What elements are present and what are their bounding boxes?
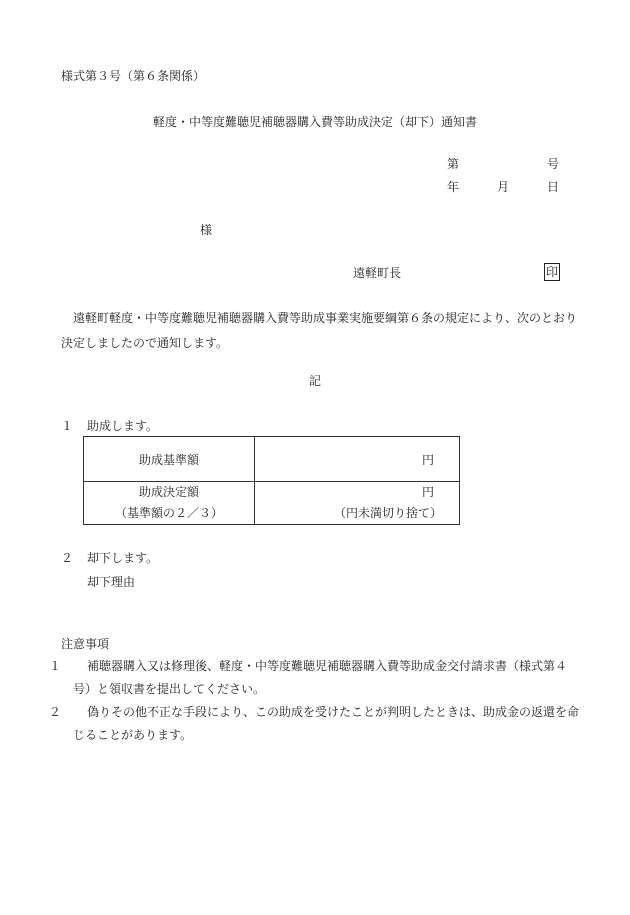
seal-label: 印: [545, 265, 558, 279]
table-row: [84, 437, 460, 482]
note-text: 補聴器購入又は修理後、軽度・中等度難聴児補聴器購入費等助成金交付請求書（様式第４号）と領収書を提出してください。: [73, 659, 568, 696]
item-approve: [61, 420, 158, 432]
item-reject: [61, 552, 158, 564]
date-day: 日: [547, 180, 560, 194]
note-number: ２: [49, 705, 62, 719]
body-paragraph: 遠軽町軽度・中等度難聴児補聴器購入費等助成事業実施要綱第６条の規定により、次のとおり決定しましたので通知します。: [61, 311, 578, 350]
note-text: 偽りその他不正な手段により、この助成を受けたことが判明したときは、助成金の返還を命じることがあります。: [73, 705, 580, 742]
notes-title: 注意事項: [61, 637, 110, 651]
item-label: 助成します。: [87, 419, 159, 433]
standard-amount-value: 円: [255, 437, 460, 482]
item-number: １: [61, 419, 74, 433]
item-label: 却下します。: [87, 551, 159, 565]
decided-amount-value-cell: [255, 482, 460, 525]
decided-amount-unit: 円: [421, 485, 434, 499]
decided-amount-label: 助成決定額: [138, 485, 199, 499]
number-suffix: 号: [547, 157, 560, 171]
reject-reason-label: 却下理由: [87, 575, 136, 589]
note-item: [49, 701, 581, 747]
decided-amount-sublabel: （基準額の２／３）: [114, 506, 223, 520]
document-title: 軽度・中等度難聴児補聴器購入費等助成決定（却下）通知書: [152, 115, 477, 129]
standard-amount-label: 助成基準額: [84, 437, 255, 482]
date-month: 月: [497, 180, 510, 194]
note-item: [49, 655, 581, 701]
note-number: １: [49, 659, 62, 673]
sender-title: 遠軽町長: [353, 266, 402, 280]
number-prefix: 第: [447, 157, 460, 171]
ki-heading: 記: [308, 374, 321, 388]
table-row: [84, 482, 460, 525]
decided-amount-note: （円未満切り捨て）: [333, 506, 442, 520]
recipient-honorific: 様: [200, 223, 213, 237]
form-label: 様式第３号（第６条関係）: [61, 69, 206, 83]
decided-amount-label-cell: [84, 482, 255, 525]
seal-box: [544, 263, 560, 281]
item-number: ２: [61, 551, 74, 565]
date-year: 年: [447, 180, 460, 194]
amount-table: [83, 436, 460, 525]
